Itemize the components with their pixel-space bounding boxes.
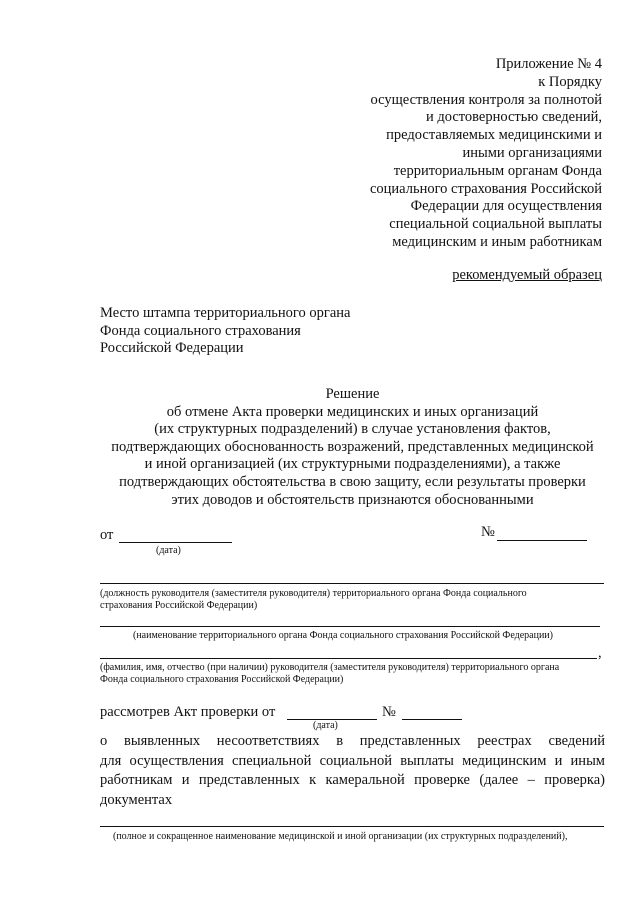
- date-field[interactable]: [119, 542, 232, 543]
- appendix-line: специальной социальной выплаты: [389, 216, 602, 233]
- number-label: №: [481, 524, 495, 540]
- fio-caption: Фонда социального страхования Российской Федерации): [100, 674, 344, 685]
- appendix-line: Приложение № 4: [495, 56, 602, 72]
- paragraph-line: работникам и представленных к камеральной проверке (далее – проверка): [100, 772, 605, 789]
- act-description-paragraph: [100, 732, 605, 810]
- decision-line: об отмене Акта проверки медицинских и иных организаций: [166, 403, 539, 420]
- paragraph-line: для осуществления специальной социальной выплаты медицинским и иным: [100, 752, 605, 769]
- decision-line: этих доводов и обстоятельств признаются обоснованными: [171, 491, 534, 508]
- org-full-name-field[interactable]: [100, 826, 604, 827]
- appendix-line: предоставляемых медицинскими и: [386, 127, 602, 144]
- appendix-line: территориальным органам Фонда: [393, 162, 602, 179]
- decision-heading: [100, 386, 605, 509]
- appendix-line: Федерации для осуществления: [410, 198, 602, 215]
- appendix-line: медицинским и иным работникам: [392, 233, 602, 250]
- appendix-line: социального страхования Российской: [369, 180, 602, 197]
- decision-title: Решение: [325, 386, 380, 402]
- comma: ,: [598, 645, 602, 661]
- date-from-label: от: [100, 527, 114, 543]
- org-full-name-caption: (полное и сокращенное наименование медицинской и иной организации (их структурных подразделений),: [113, 831, 568, 842]
- position-caption: (должность руководителя (заместителя руководителя) территориального органа Фонда социального: [100, 588, 527, 599]
- decision-line: (их структурных подразделений) в случае установления фактов,: [154, 421, 551, 438]
- organ-name-caption: (наименование территориального органа Фонда социального страхования Российской Федерации): [133, 630, 553, 641]
- date-caption: (дата): [156, 545, 181, 556]
- stamp-line: Российской Федерации: [100, 340, 244, 357]
- act-date-caption: (дата): [313, 720, 338, 731]
- stamp-placeholder: [100, 305, 350, 358]
- number-field[interactable]: [497, 540, 587, 541]
- decision-line: подтверждающих обстоятельства в свою защиту, если результаты проверки: [119, 473, 586, 490]
- position-caption: страхования Российской Федерации): [100, 600, 258, 611]
- organ-name-field[interactable]: [100, 626, 600, 627]
- stamp-line: Фонда социального страхования: [100, 322, 301, 339]
- stamp-line: Место штампа территориального органа: [100, 305, 351, 321]
- act-number-label: №: [382, 704, 396, 720]
- paragraph-line: документах: [100, 791, 173, 808]
- appendix-line: осуществления контроля за полнотой: [370, 91, 602, 108]
- recommended-sample-label: рекомендуемый образец: [452, 267, 602, 283]
- appendix-line: иными организациями: [462, 144, 602, 161]
- act-review-label: рассмотрев Акт проверки от: [100, 704, 276, 720]
- position-field[interactable]: [100, 583, 604, 584]
- fio-caption: (фамилия, имя, отчество (при наличии) руководителя (заместителя руководителя) территориального органа: [100, 662, 560, 673]
- appendix-header: [302, 56, 602, 252]
- appendix-line: к Порядку: [538, 73, 602, 90]
- act-number-field[interactable]: [402, 719, 462, 720]
- paragraph-line: о выявленных несоответствиях в представленных реестрах сведений: [100, 733, 605, 749]
- decision-line: и иной организацией (их структурными подразделениями), а также: [144, 456, 561, 473]
- appendix-line: и достоверностью сведений,: [425, 109, 602, 126]
- decision-line: подтверждающих обоснованность возражений, представленных медицинской: [111, 438, 594, 455]
- fio-field[interactable]: [100, 658, 597, 659]
